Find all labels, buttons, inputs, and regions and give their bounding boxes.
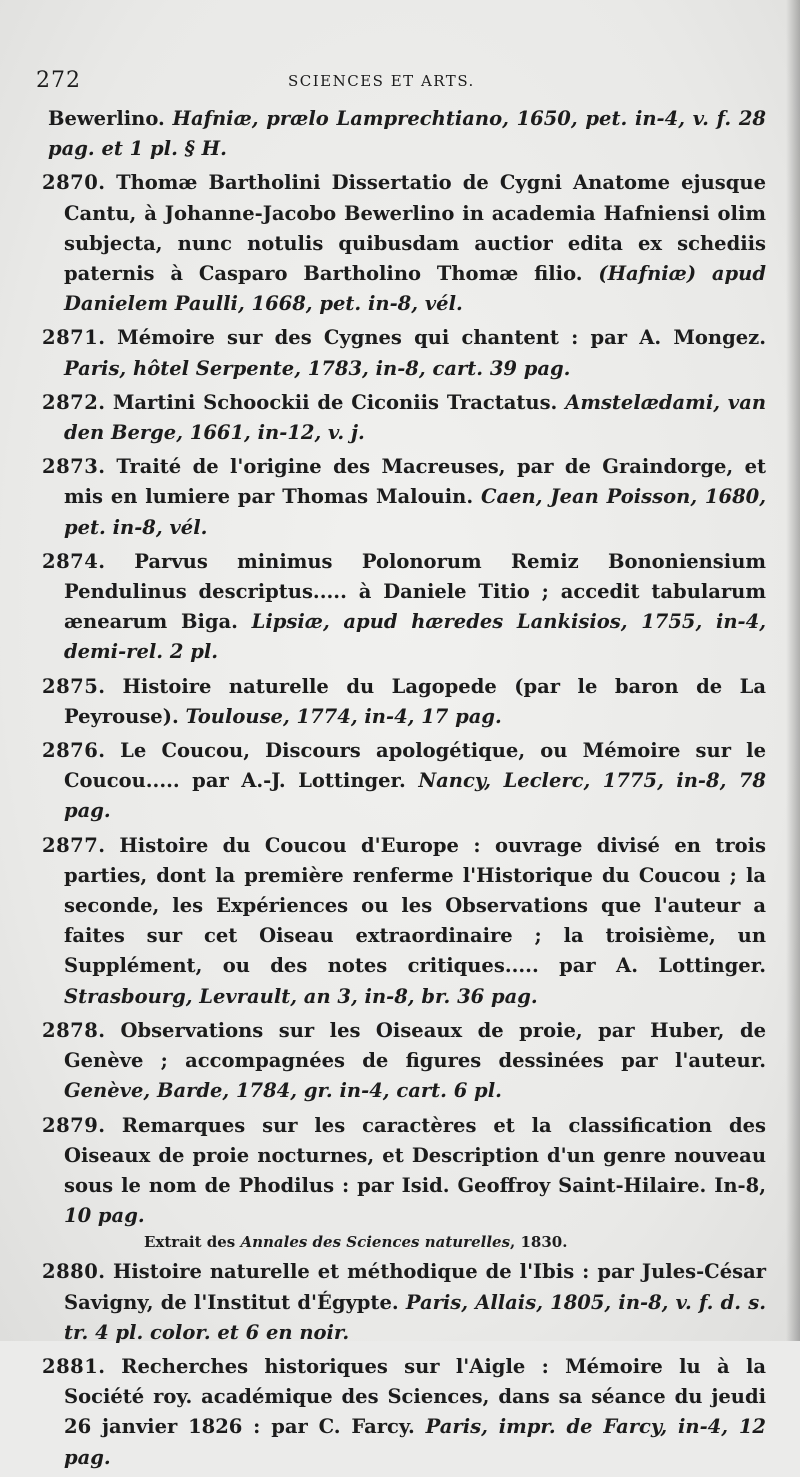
- entry-number: 2875.: [42, 674, 106, 698]
- page-number: 272: [36, 68, 81, 93]
- entry-number: 2870.: [42, 171, 106, 195]
- entry-text: Thomæ Bartholini Dissertatio de Cygni Anatome ejusque Cantu, à Johanne-Jacobo Bewerlino in academia Hafniensi olim subjecta, nunc notulis quibusdam auctior edita ex schediis paternis à Casparo Bartholino Thomæ filio.: [64, 171, 766, 286]
- entry-imprint: Lipsiæ, apud hæredes Lankisios, 1755, in-4, demi-rel. 2 pl.: [64, 610, 766, 664]
- catalogue-entry-2879: [42, 1111, 766, 1254]
- catalogue-entry-2872: [42, 388, 767, 448]
- catalogue-entry-2873: [42, 452, 766, 543]
- entry-imprint: Nancy, Leclerc, 1775, in-8, 78 pag.: [64, 769, 766, 823]
- entry-imprint: 10 pag.: [64, 1204, 145, 1228]
- note-prefix: Extrait des: [144, 1233, 241, 1252]
- running-head: SCIENCES ET ARTS.: [288, 72, 475, 90]
- entry-text: Martini Schoockii de Ciconiis Tractatus.: [112, 390, 566, 414]
- note-journal: Annales des Sciences naturelles: [240, 1233, 511, 1252]
- entry-imprint: Caen, Jean Poisson, 1680, pet. in-8, vél.: [64, 485, 766, 539]
- entry-imprint: Hafniæ, prælo Lamprechtiano, 1650, pet. in-4, v. f. 28 pag. et 1 pl. § H.: [48, 107, 766, 161]
- catalogue-entry-2878: [42, 1016, 766, 1107]
- page-edge-shadow: [786, 0, 800, 1341]
- entry-imprint: Paris, Allais, 1805, in-8, v. f. d. s. tr. 4 pl. color. et 6 en noir.: [64, 1290, 766, 1344]
- entry-imprint: Strasbourg, Levrault, an 3, in-8, br. 36 pag.: [64, 984, 538, 1008]
- catalogue-entry-2880: [42, 1257, 766, 1348]
- entry-number: 2876.: [42, 739, 106, 763]
- entry-imprint: Paris, impr. de Farcy, in-4, 12 pag.: [64, 1415, 766, 1469]
- catalogue-entry-2881: [42, 1352, 766, 1473]
- entry-number: 2878.: [42, 1018, 106, 1042]
- entry-number: 2871.: [42, 326, 106, 350]
- entry-text: Traité de l'origine des Macreuses, par de Graindorge, et mis en lumiere par Thomas Malouin.: [64, 455, 766, 509]
- catalogue-entries: [42, 104, 767, 1477]
- entry-imprint: Genève, Barde, 1784, gr. in-4, cart. 6 pl.: [64, 1079, 502, 1103]
- entry-imprint: (Hafniæ) apud Danielem Paulli, 1668, pet. in-8, vél.: [64, 262, 766, 316]
- catalogue-entry-2876: [42, 736, 766, 827]
- catalogue-entry-2874: [42, 547, 767, 668]
- entry-number: 2874.: [42, 549, 106, 573]
- entry-text: Parvus minimus Polonorum Remiz Bononiensium Pendulinus descriptus..... à Daniele Titio ; accedit tabularum ænearum Biga.: [64, 549, 767, 634]
- note-suffix: , 1830.: [510, 1233, 568, 1252]
- catalogue-entry-2871: [42, 323, 766, 383]
- entry-number: 2877.: [42, 833, 106, 857]
- entry-number: 2872.: [42, 390, 106, 414]
- entry-number: 2873.: [42, 455, 106, 479]
- entry-number: 2880.: [42, 1260, 106, 1284]
- entry-text: Histoire naturelle du Lagopede (par le baron de La Peyrouse).: [64, 674, 767, 728]
- entry-number: 2879.: [42, 1113, 106, 1137]
- entry-text: Observations sur les Oiseaux de proie, par Huber, de Genève ; accompagnées de figures dessinées par l'auteur.: [64, 1018, 766, 1073]
- entry-text: Remarques sur les caractères et la classification des Oiseaux de proie nocturnes, et Description d'un genre nouveau sous le nom de Phodilus : par Isid. Geoffroy Saint-Hilaire. In-8,: [64, 1113, 766, 1197]
- entry-imprint: Paris, hôtel Serpente, 1783, in-8, cart. 39 pag.: [64, 356, 571, 380]
- entry-text: Recherches historiques sur l'Aigle : Mémoire lu à la Société roy. académique des Sciences, dans sa séance du jeudi 26 janvier 1826 : par C. Farcy.: [64, 1354, 766, 1439]
- entry-number: 2881.: [42, 1354, 106, 1378]
- entry-text: Bewerlino.: [48, 107, 173, 130]
- entry-text: Mémoire sur des Cygnes qui chantent : par A. Mongez.: [117, 326, 766, 350]
- page-header: [36, 68, 766, 98]
- entry-imprint: Amstelædami, van den Berge, 1661, in-12, v. j.: [64, 390, 767, 445]
- catalogue-entry-2877: [42, 831, 766, 1012]
- catalogue-entry-2870: [42, 168, 766, 319]
- entry-imprint: Toulouse, 1774, in-4, 17 pag.: [185, 704, 502, 728]
- entry-note: [64, 1231, 766, 1253]
- catalogue-entry-2875: [42, 672, 767, 732]
- catalogue-entry-continued: [40, 104, 766, 164]
- entry-text: Histoire naturelle et méthodique de l'Ibis : par Jules-César Savigny, de l'Institut d'Égypte.: [64, 1260, 766, 1314]
- entry-text: Le Coucou, Discours apologétique, ou Mémoire sur le Coucou..... par A.-J. Lottinger.: [64, 739, 766, 793]
- entry-text: Histoire du Coucou d'Europe : ouvrage divisé en trois parties, dont la première renferme l'Historique du Coucou ; la seconde, les Expériences ou les Observations que l'auteur a faites sur cet Oiseau extraordinaire ; la troisième, un Supplément, ou des notes critiques..... par A. Lottinger.: [64, 833, 766, 978]
